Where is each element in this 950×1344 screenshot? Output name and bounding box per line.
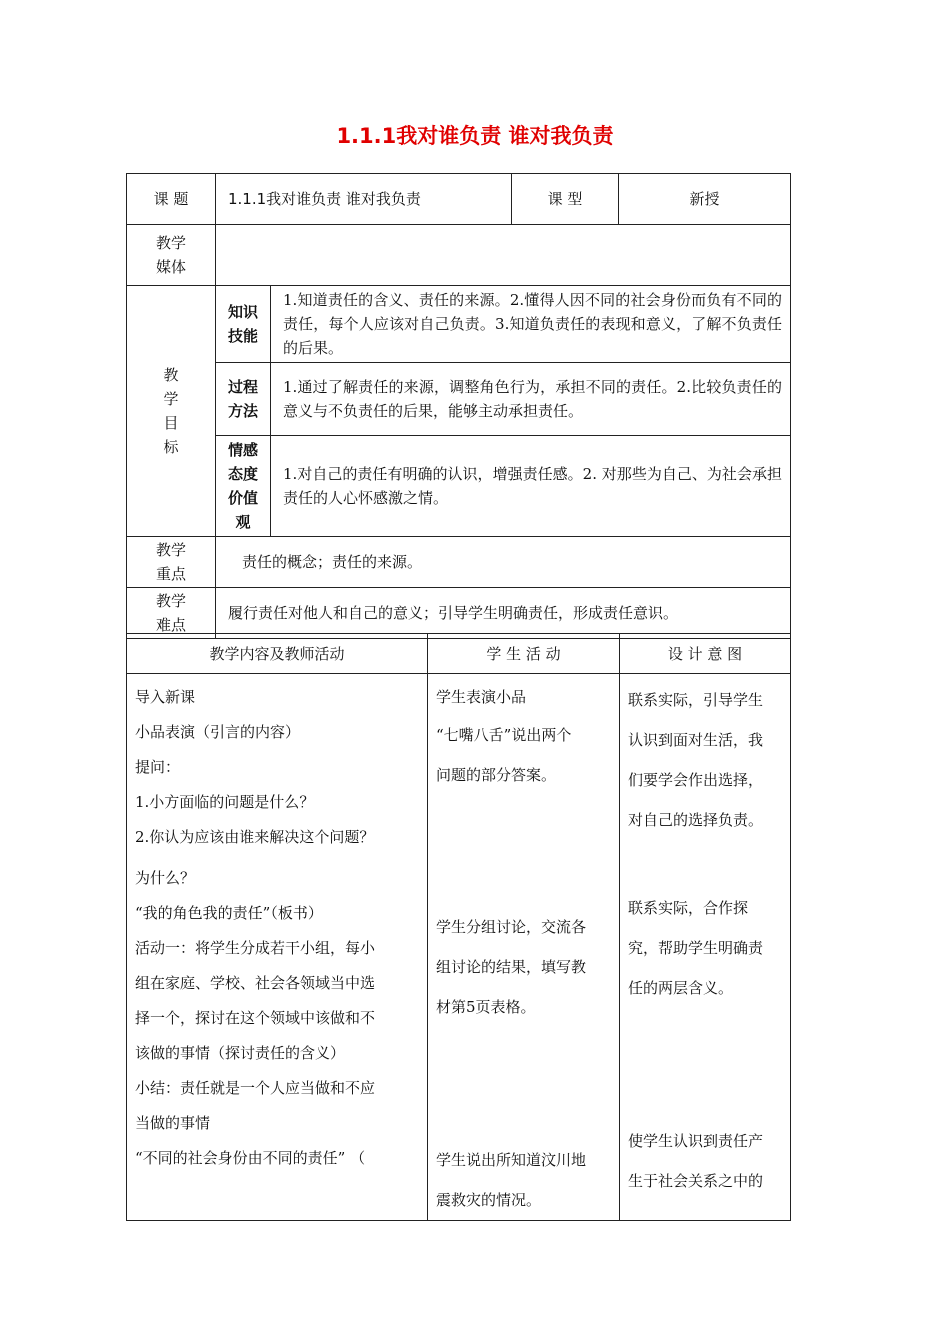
knowledge-label: 知识技能 [216,286,271,363]
teacher-line: 导入新课 [135,688,196,706]
teacher-line: 择一个，探讨在这个领域中该做和不 [135,1009,376,1027]
teacher-line: 小结：责任就是一个人应当做和不应 [135,1079,376,1097]
teacher-line: 该做的事情（探讨责任的含义） [135,1044,346,1062]
teacher-line: 小品表演（引言的内容） [135,723,301,741]
design-line: 联系实际，合作探 [628,899,749,917]
design-line: 任的两层含义。 [628,979,734,997]
goals-label: 教学目标 [127,286,216,537]
design-line: 认识到面对生活，我 [628,731,764,749]
design-line: 对自己的选择负责。 [628,811,764,829]
knowledge-text: 1.知道责任的含义、责任的来源。2.懂得人因不同的社会身份而负有不同的责任，每个人应该对自己负责。3.知道负责任的表现和意义，了解不负责任的后果。 [271,286,791,363]
topic-value: 1.1.1我对谁负责 谁对我负责 [216,174,512,225]
teacher-line: “我的角色我的责任”（板书） [135,904,323,922]
emotion-text: 1.对自己的责任有明确的认识，增强责任感。2. 对那些为自己、为社会承担责任的人心怀感激之情。 [271,436,791,537]
teacher-line: 活动一：将学生分成若干小组，每小 [135,939,376,957]
student-line: 材第5页表格。 [436,998,536,1016]
student-activity-cell [428,674,620,1221]
teacher-activity-cell [127,674,428,1221]
student-line: 问题的部分答案。 [436,766,557,784]
media-value [216,225,791,286]
process-label: 过程方法 [216,363,271,436]
teacher-line: 1.小方面临的问题是什么？ [135,793,315,811]
design-intent-cell [620,674,791,1221]
difficulties-text: 履行责任对他人和自己的意义；引导学生明确责任，形成责任意识。 [216,588,791,639]
type-value: 新授 [619,174,791,225]
lesson-info-table [126,173,791,639]
emotion-label: 情感态度价值观 [216,436,271,537]
teacher-line: “不同的社会身份由不同的责任” （ [135,1149,366,1167]
header-design: 设 计 意 图 [620,634,791,674]
student-line: “七嘴八舌”说出两个 [436,726,572,744]
teacher-line: 提问： [135,758,181,776]
teacher-line: 2.你认为应该由谁来解决这个问题？ [135,828,375,846]
difficulties-label: 教学难点 [127,588,216,639]
header-student: 学 生 活 动 [428,634,620,674]
design-line: 生于社会关系之中的 [628,1172,764,1190]
key-points-label: 教学重点 [127,537,216,588]
page-title: 1.1.1我对谁负责 谁对我负责 [336,124,614,148]
student-line: 学生说出所知道汶川地 [436,1151,587,1169]
student-line: 震救灾的情况。 [436,1191,542,1209]
media-label: 教学媒体 [127,225,216,286]
design-line: 究，帮助学生明确责 [628,939,764,957]
student-line: 组讨论的结果，填写教 [436,958,587,976]
type-label: 课 型 [512,174,619,225]
design-line: 们要学会作出选择， [628,771,764,789]
design-line: 使学生认识到责任产 [628,1132,764,1150]
design-line: 联系实际，引导学生 [628,691,764,709]
student-line: 学生表演小品 [436,688,527,706]
key-points-text: 责任的概念；责任的来源。 [216,537,791,588]
teacher-line: 当做的事情 [135,1114,211,1132]
topic-label: 课 题 [127,174,216,225]
process-text: 1.通过了解责任的来源，调整角色行为，承担不同的责任。2.比较负责任的意义与不负责任的后果，能够主动承担责任。 [271,363,791,436]
activity-table [126,633,791,1221]
teacher-line: 为什么？ [135,869,196,887]
teacher-line: 组在家庭、学校、社会各领域当中选 [135,974,376,992]
student-line: 学生分组讨论，交流各 [436,918,587,936]
header-teacher: 教学内容及教师活动 [127,634,428,674]
